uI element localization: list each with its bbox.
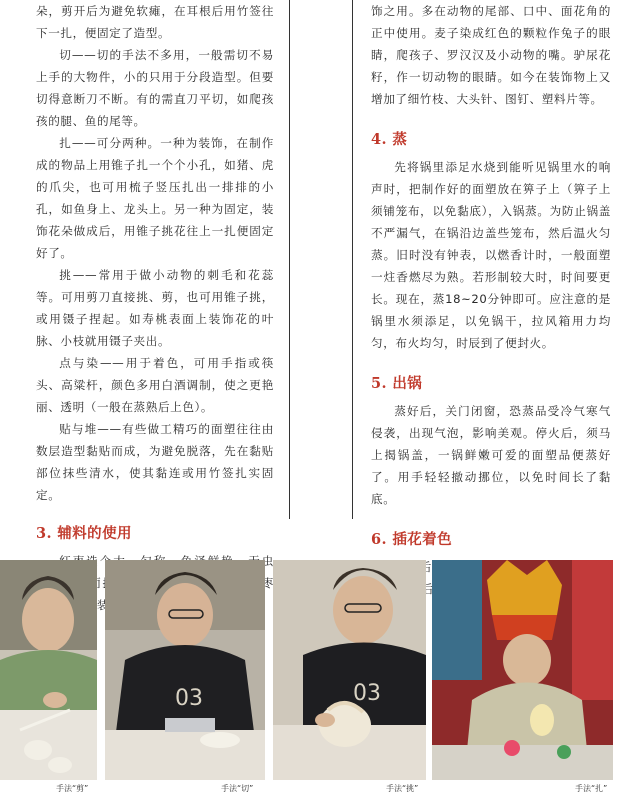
column-rule [352, 0, 353, 519]
right-column [371, 0, 611, 622]
photo-picking [273, 560, 426, 780]
photo-cutting-with-scissors [0, 560, 97, 780]
photo-caption: 手法“扎” [575, 784, 608, 793]
paragraph: 蒸好后，关门闭窗，恐蒸品受冷气寒气侵袭，出现气泡，影响美观。停火后，须马上揭锅盖，一锅鲜嫩可爱的面塑品便蒸好了。用手轻轻撤动挪位，以免时间长了黏底。 [371, 404, 611, 506]
svg-text:03: 03 [353, 681, 381, 706]
paragraph: 切——切的手法不多用，一般需切不易上手的大物件，小的只用于分段造型。但要切得意断刀不断。有的需直刀平切，如爬孩孩的腿、鱼的尾等。 [36, 48, 274, 128]
section-heading: 5. 出锅 [371, 375, 423, 392]
section-heading: 4. 蒸 [371, 131, 408, 148]
photo-caption: 手法“剪” [56, 784, 89, 793]
paragraph: 先将锅里添足水烧到能听见锅里水的响声时，把制作好的面塑放在箅子上（箅子上须铺笼布，以免黏底），入锅蒸。为防止锅盖不严漏气，在锅沿边盖些笼布，然后温火匀蒸。旧时没有钟表，以燃香计时，一般面塑一炷香燃尽为熟。若形制较大时，时间要更长。现在，蒸18~20分钟即可。应注意的是锅里水须添足，以免锅干，拉风箱用力均匀，布火均匀，时辰到了便封火。 [371, 160, 611, 350]
paragraph: 扎——可分两种。一种为装饰，在制作成的物品上用锥子扎一个个小孔，如猪、虎的爪尖，也可用梳子竖压扎出一排排的小孔，如鱼身上、龙头上。另一种为固定，装饰花朵做成后，用锥子挑花往上一扎便固定好了。 [36, 136, 274, 260]
left-column [36, 0, 274, 616]
paragraph: 朵，剪开后为避免软瘫，在耳根后用竹签往下一扎，便固定了造型。 [36, 4, 274, 40]
photo-cutting-with-knife [105, 560, 265, 780]
column-rule [289, 0, 290, 519]
section-heading: 6. 插花着色 [371, 531, 452, 548]
svg-text:03: 03 [175, 686, 203, 711]
photo-caption: 手法“切” [221, 784, 254, 793]
photo-piercing [432, 560, 613, 780]
section-heading: 3. 辅料的使用 [36, 525, 132, 542]
paragraph: 贴与堆——有些做工精巧的面塑往往由数层造型黏贴而成，为避免脱落，先在黏贴部位抹些清水，使其黏连或用竹签扎实固定。 [36, 422, 274, 502]
paragraph: 点与染——用于着色，可用手指或筷头、高粱杆，颜色多用白酒调制，使之更艳丽、透明（一般在蒸熟后上色）。 [36, 356, 274, 414]
paragraph: 饰之用。多在动物的尾部、口中、面花角的正中使用。麦子染成红色的颗粒作兔子的眼睛，爬孩子、罗汉汉及小动物的嘴。驴尿花籽，作一切动物的眼睛。如今在装饰物上又增加了细竹枝、大头针、图钉、塑料片等。 [371, 4, 611, 106]
paragraph: 挑——常用于做小动物的刺毛和花蕊等。可用剪刀直接挑、剪，也可用锥子挑，或用镊子捏起。如寿桃表面上装饰花的叶脉、小枝就用镊子夹出。 [36, 268, 274, 348]
photo-caption: 手法“挑” [386, 784, 419, 793]
